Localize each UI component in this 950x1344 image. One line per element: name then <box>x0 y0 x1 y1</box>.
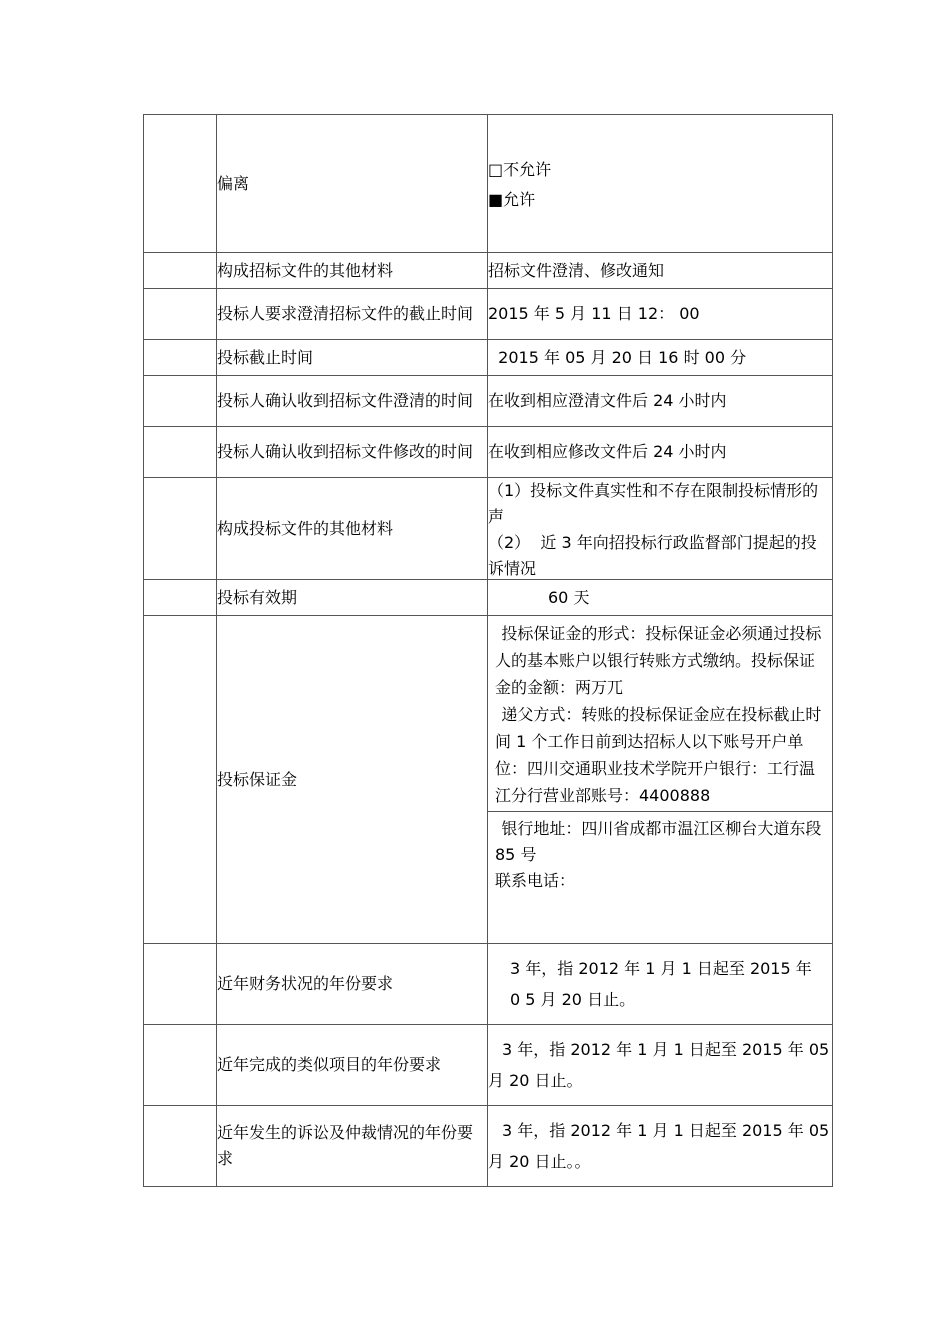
number-cell <box>144 616 217 944</box>
row-value <box>488 580 833 616</box>
material-item: （2） 近 3 年向招投标行政监督部门提起的投诉情况 <box>488 533 817 578</box>
option-allowed <box>488 187 832 213</box>
table-row <box>144 580 833 616</box>
row-value: 在收到相应修改文件后 24 小时内 <box>488 427 833 478</box>
table-row <box>144 427 833 478</box>
table-row <box>144 376 833 427</box>
row-label: 投标保证金 <box>217 616 488 944</box>
number-cell <box>144 376 217 427</box>
row-value: 招标文件澄清、修改通知 <box>488 253 833 289</box>
contact-phone: 联系电话： <box>495 871 576 890</box>
number-cell <box>144 478 217 580</box>
bank-address: 银行地址：四川省成都市温江区柳台大道东段 85 号 <box>495 819 822 864</box>
row-value: 在收到相应澄清文件后 24 小时内 <box>488 376 833 427</box>
table-row <box>144 944 833 1025</box>
validity-period: 60 天 <box>548 587 590 607</box>
table-row <box>144 478 833 580</box>
table-row <box>144 1025 833 1106</box>
bid-info-table <box>143 114 833 1187</box>
number-cell <box>144 944 217 1025</box>
number-cell <box>144 253 217 289</box>
deadline-text: 2015 年 05 月 20 日 16 时 00 分 <box>488 347 747 367</box>
row-value <box>488 478 833 580</box>
row-label: 投标人要求澄清招标文件的截止时间 <box>217 289 488 340</box>
row-value: 3 年，指 2012 年 1 月 1 日起至 2015 年 05 月 20 日止。 <box>488 1025 833 1106</box>
row-value: 3 年，指 2012 年 1 月 1 日起至 2015 年 05 月 20 日止。。 <box>488 1106 833 1187</box>
empty-checkbox-mark: □ <box>488 159 504 179</box>
row-label: 投标有效期 <box>217 580 488 616</box>
number-cell <box>144 1106 217 1187</box>
table-row <box>144 289 833 340</box>
material-item: （1）投标文件真实性和不存在限制投标情形的声 <box>488 481 819 526</box>
bank-info-subcell <box>488 811 832 894</box>
table-row <box>144 253 833 289</box>
number-cell <box>144 115 217 253</box>
row-value <box>488 616 833 944</box>
row-label: 投标截止时间 <box>217 340 488 376</box>
option-label: 不允许 <box>503 159 552 179</box>
number-cell <box>144 340 217 376</box>
row-value: 3 年，指 2012 年 1 月 1 日起至 2015 年 0 5 月 20 日止。 <box>488 944 833 1025</box>
row-label: 投标人确认收到招标文件修改的时间 <box>217 427 488 478</box>
table-row <box>144 115 833 253</box>
row-label <box>217 115 488 253</box>
row-label: 构成招标文件的其他材料 <box>217 253 488 289</box>
number-cell <box>144 289 217 340</box>
option-not-allowed <box>488 157 832 183</box>
row-label: 近年完成的类似项目的年份要求 <box>217 1025 488 1106</box>
deviation-label: 偏离 <box>217 173 250 193</box>
row-label: 近年财务状况的年份要求 <box>217 944 488 1025</box>
number-cell <box>144 580 217 616</box>
row-value: 2015 年 5 月 11 日 12： 00 <box>488 289 833 340</box>
row-value <box>488 340 833 376</box>
filled-checkbox-mark: ■ <box>488 189 504 209</box>
table-row <box>144 1106 833 1187</box>
option-label: 允许 <box>503 189 536 209</box>
deposit-form-paragraph: 投标保证金的形式：投标保证金必须通过投标人的基本账户以银行转账方式缴纳。投标保证金的金额：两万兀 <box>495 624 822 697</box>
row-label: 构成投标文件的其他材料 <box>217 478 488 580</box>
number-cell <box>144 427 217 478</box>
row-value <box>488 115 833 253</box>
deposit-payment-paragraph: 递父方式：转账的投标保证金应在投标截止时间 1 个工作日前到达招标人以下账号开户单位：四川交通职业技术学院开户银行：工行温江分行营业部账号：4400888 <box>495 705 822 805</box>
row-label: 投标人确认收到招标文件澄清的时间 <box>217 376 488 427</box>
table-row <box>144 340 833 376</box>
row-label: 近年发生的诉讼及仲裁情况的年份要求 <box>217 1106 488 1187</box>
number-cell <box>144 1025 217 1106</box>
table-row <box>144 616 833 944</box>
